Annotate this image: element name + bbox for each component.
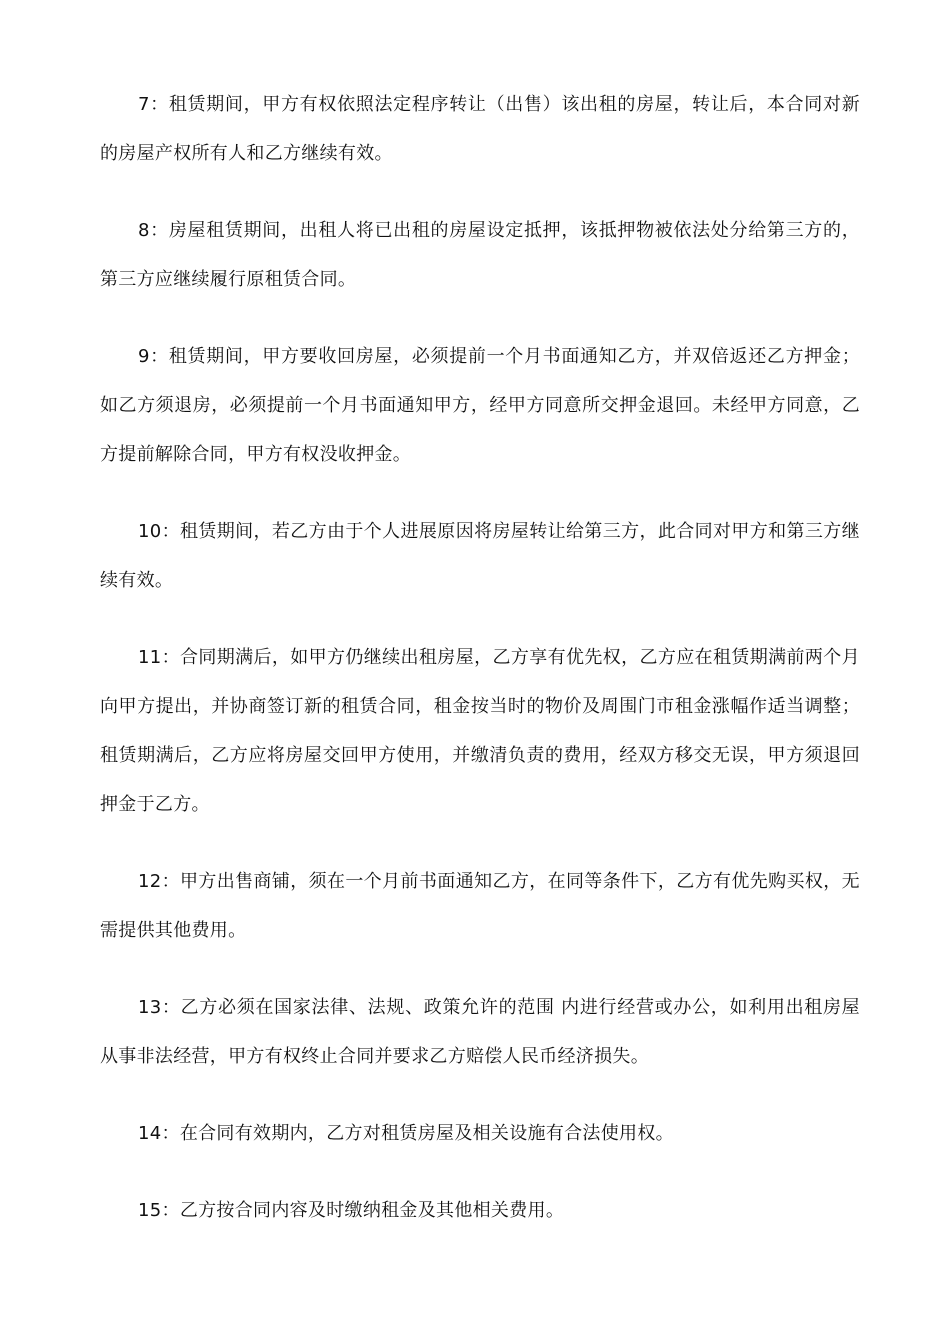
clause-text: 甲方出售商铺，须在一个月前书面通知乙方，在同等条件下，乙方有优先购买权，无需提供其他费用。 bbox=[100, 871, 860, 941]
clause-9 bbox=[100, 332, 860, 479]
clause-text: 在合同有效期内，乙方对租赁房屋及相关设施有合法使用权。 bbox=[179, 1123, 674, 1144]
clause-number: 11 bbox=[138, 647, 162, 668]
clause-8 bbox=[100, 206, 860, 304]
clause-12 bbox=[100, 857, 860, 955]
clause-text: 房屋租赁期间，出租人将已出租的房屋设定抵押，该抵押物被依法处分给第三方的，第三方应继续履行原租赁合同。 bbox=[100, 220, 860, 290]
clause-separator: ： bbox=[149, 220, 169, 241]
contract-body bbox=[100, 80, 860, 1263]
clause-separator: ： bbox=[161, 1123, 180, 1144]
clause-number: 15 bbox=[138, 1200, 162, 1221]
clause-separator: ： bbox=[161, 871, 180, 892]
clause-text: 租赁期间，甲方要收回房屋，必须提前一个月书面通知乙方，并双倍返还乙方押金；如乙方须退房，必须提前一个月书面通知甲方，经甲方同意所交押金退回。未经甲方同意，乙方提前解除合同，甲方有权没收押金。 bbox=[100, 346, 860, 465]
clause-separator: ： bbox=[161, 521, 180, 542]
clause-14 bbox=[100, 1109, 860, 1158]
clause-text: 租赁期间，若乙方由于个人进展原因将房屋转让给第三方，此合同对甲方和第三方继续有效。 bbox=[100, 521, 860, 591]
clause-number: 8 bbox=[138, 220, 150, 241]
clause-separator: ： bbox=[149, 94, 169, 115]
clause-10 bbox=[100, 507, 860, 605]
clause-11 bbox=[100, 633, 860, 829]
clause-number: 12 bbox=[138, 871, 162, 892]
clause-text: 租赁期间，甲方有权依照法定程序转让（出售）该出租的房屋，转让后，本合同对新的房屋产权所有人和乙方继续有效。 bbox=[100, 94, 860, 164]
clause-text: 乙方必须在国家法律、法规、政策允许的范围 内进行经营或办公，如利用出租房屋从事非法经营，甲方有权终止合同并要求乙方赔偿人民币经济损失。 bbox=[100, 997, 860, 1067]
clause-separator: ： bbox=[161, 997, 181, 1018]
clause-number: 14 bbox=[138, 1123, 162, 1144]
clause-13 bbox=[100, 983, 860, 1081]
clause-number: 7 bbox=[138, 94, 150, 115]
clause-number: 10 bbox=[138, 521, 162, 542]
clause-15 bbox=[100, 1186, 860, 1235]
clause-number: 13 bbox=[138, 997, 162, 1018]
clause-7 bbox=[100, 80, 860, 178]
clause-text: 合同期满后，如甲方仍继续出租房屋，乙方享有优先权，乙方应在租赁期满前两个月向甲方提出，并协商签订新的租赁合同，租金按当时的物价及周围门市租金涨幅作适当调整；租赁期满后，乙方应将房屋交回甲方使用，并缴清负责的费用，经双方移交无误，甲方须退回押金于乙方。 bbox=[100, 647, 860, 815]
clause-separator: ： bbox=[161, 647, 180, 668]
clause-text: 乙方按合同内容及时缴纳租金及其他相关费用。 bbox=[179, 1200, 565, 1221]
clause-separator: ： bbox=[161, 1200, 180, 1221]
clause-separator: ： bbox=[149, 346, 169, 367]
clause-number: 9 bbox=[138, 346, 150, 367]
